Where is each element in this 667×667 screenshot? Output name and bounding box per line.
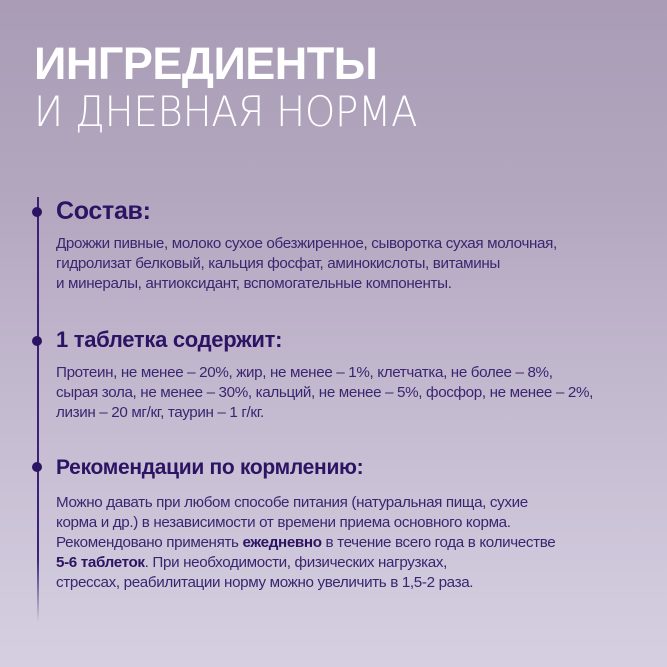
- page-title: ИНГРЕДИЕНТЫ: [34, 38, 378, 89]
- body-line: лизин – 20 мг/кг, таурин – 1 г/кг.: [56, 404, 264, 421]
- section-body: [56, 363, 656, 423]
- emphasis-daily: ежедневно: [242, 534, 322, 551]
- timeline-line: [37, 197, 39, 622]
- section-body: [56, 234, 656, 294]
- section-title: Рекомендации по кормлению:: [56, 456, 364, 479]
- section-title: Состав:: [56, 197, 151, 225]
- body-line: [56, 553, 656, 573]
- body-line: Протеин, не менее – 20%, жир, не менее – 1%, клетчатка, не более – 8%,: [56, 364, 553, 381]
- body-line: стрессах, реабилитации норму можно увеличить в 1,5-2 раза.: [56, 574, 474, 591]
- body-line: гидролизат белковый, кальция фосфат, аминокислоты, витамины: [56, 255, 500, 272]
- text-fragment: Рекомендовано применять: [56, 534, 243, 551]
- emphasis-dosage: 5-6 таблеток: [56, 554, 145, 571]
- bullet-dot-icon: [32, 336, 42, 346]
- body-line: корма и др.) в независимости от времени приема основного корма.: [56, 514, 511, 531]
- section-title: 1 таблетка содержит:: [56, 327, 283, 352]
- header: [34, 40, 451, 136]
- bullet-dot-icon: [32, 207, 42, 217]
- body-line: сырая зола, не менее – 30%, кальций, не менее – 5%, фосфор, не менее – 2%,: [56, 384, 593, 401]
- section-body: [56, 493, 656, 593]
- bullet-dot-icon: [32, 462, 42, 472]
- text-fragment: в течение всего года в количестве: [321, 534, 556, 551]
- section-feeding-recommendations: [56, 453, 656, 593]
- text-fragment: . При необходимости, физических нагрузках,: [144, 554, 447, 571]
- section-tablet-contents: [56, 325, 656, 423]
- body-line: Дрожжи пивные, молоко сухое обезжиренное, сыворотка сухая молочная,: [56, 235, 557, 252]
- body-line: и минералы, антиоксидант, вспомогательные компоненты.: [56, 275, 452, 292]
- page-subtitle: И ДНЕВНАЯ НОРМА: [34, 87, 418, 136]
- body-line: [56, 533, 656, 553]
- body-line: Можно давать при любом способе питания (натуральная пища, сухие: [56, 494, 528, 511]
- section-composition: [56, 196, 656, 294]
